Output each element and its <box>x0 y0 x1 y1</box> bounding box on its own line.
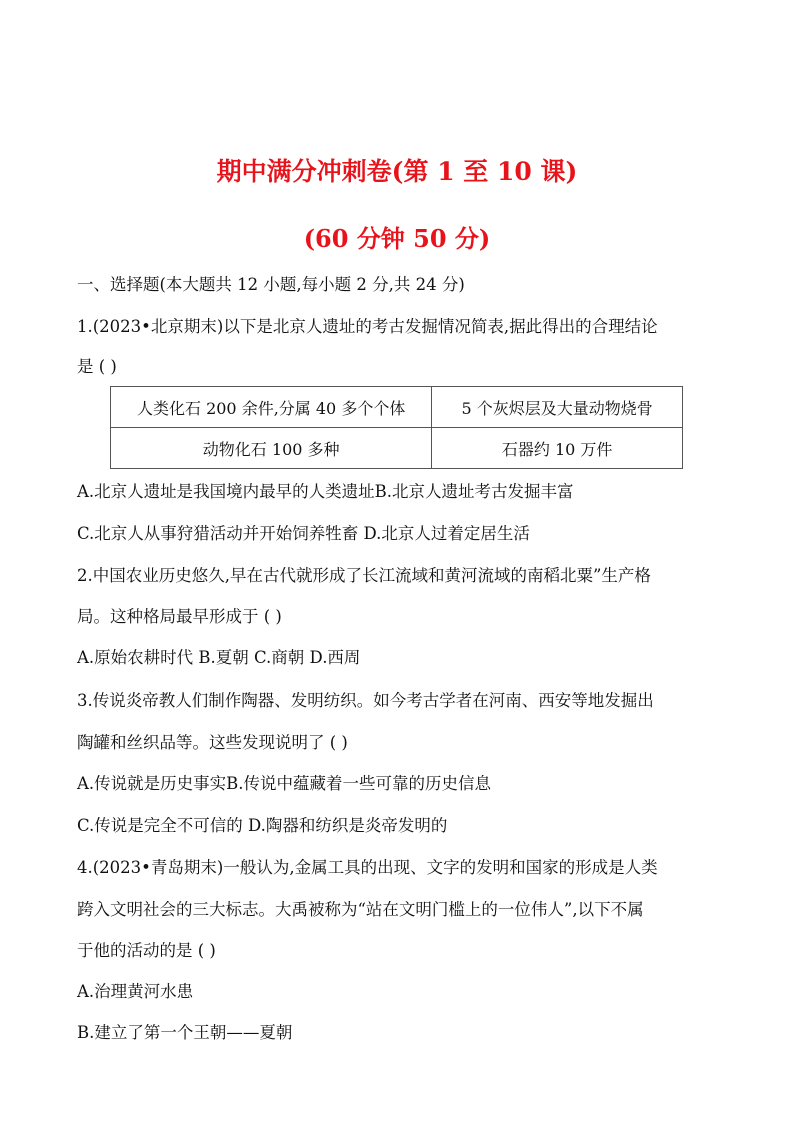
q3-stem-line2: 陶罐和丝织品等。这些发现说明了 ( ) <box>77 733 348 752</box>
table-row <box>111 387 683 428</box>
q4-option-b: B.建立了第一个王朝——夏朝 <box>77 1023 293 1042</box>
table-cell: 5 个灰烬层及大量动物烧骨 <box>432 387 683 428</box>
q1-stem-line1: 1.(2023•北京期末)以下是北京人遗址的考古发掘情况简表,据此得出的合理结论 <box>77 317 658 336</box>
q3-stem-line1: 3.传说炎帝教人们制作陶器、发明纺织。如今考古学者在河南、西安等地发掘出 <box>77 691 654 710</box>
q4-stem-line1: 4.(2023•青岛期末)一般认为,金属工具的出现、文字的发明和国家的形成是人类 <box>77 858 658 877</box>
page-title: 期中满分冲刺卷(第 1 至 10 课) <box>216 157 578 186</box>
q4-option-a: A.治理黄河水患 <box>77 982 194 1001</box>
q1-options-line1: A.北京人遗址是我国境内最早的人类遗址B.北京人遗址考古发掘丰富 <box>77 482 574 501</box>
q2-stem-line2: 局。这种格局最早形成于 ( ) <box>77 607 282 626</box>
q4-stem-line2: 跨入文明社会的三大标志。大禹被称为“站在文明门槛上的一位伟人”,以下不属 <box>77 900 644 919</box>
q1-table <box>110 386 683 469</box>
q3-options-line1: A.传说就是历史事实B.传说中蕴藏着一些可靠的历史信息 <box>77 774 492 793</box>
table-cell: 石器约 10 万件 <box>432 428 683 469</box>
q1-stem-line2: 是 ( ) <box>77 357 117 376</box>
q2-stem-line1: 2.中国农业历史悠久,早在古代就形成了长江流域和黄河流域的南稻北粟”生产格 <box>77 566 651 585</box>
table-row <box>111 428 683 469</box>
table-cell: 动物化石 100 多种 <box>111 428 432 469</box>
table-cell: 人类化石 200 余件,分属 40 多个个体 <box>111 387 432 428</box>
section-heading: 一、选择题(本大题共 12 小题,每小题 2 分,共 24 分) <box>77 275 465 294</box>
page-subtitle: (60 分钟 50 分) <box>303 224 491 253</box>
q3-options-line2: C.传说是完全不可信的 D.陶器和纺织是炎帝发明的 <box>77 816 448 835</box>
q4-stem-line3: 于他的活动的是 ( ) <box>77 941 216 960</box>
q1-options-line2: C.北京人从事狩猎活动并开始饲养牲畜 D.北京人过着定居生活 <box>77 524 530 543</box>
q2-options-line1: A.原始农耕时代 B.夏朝 C.商朝 D.西周 <box>77 648 361 667</box>
